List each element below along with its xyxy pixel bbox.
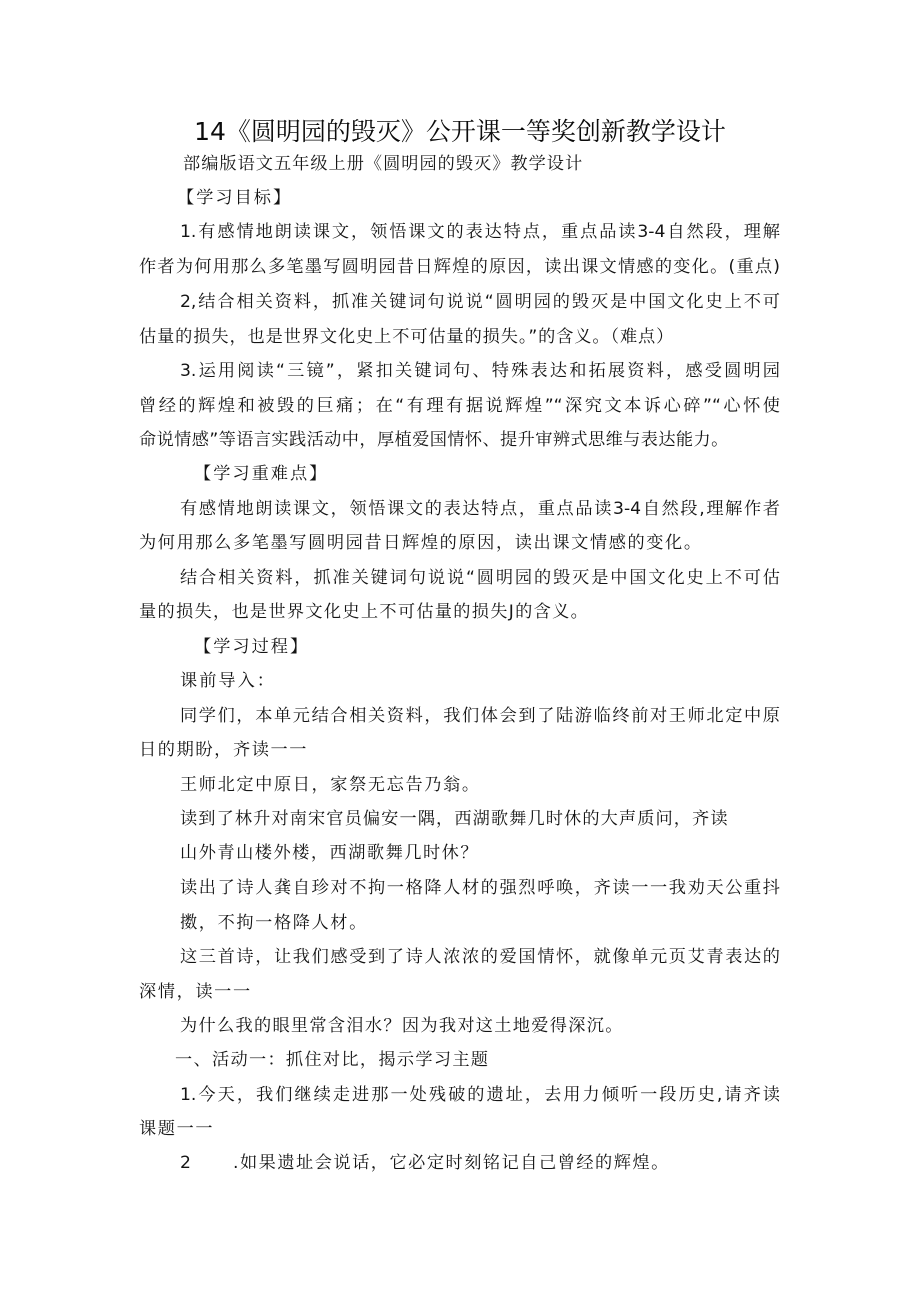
paragraph-line: 命说情感”等语言实践活动中，厚植爱国情怀、提升审辨式思维与表达能力。	[139, 430, 729, 450]
paragraph-line: 日的期盼，齐读一一	[139, 740, 309, 760]
quote-line: 为什么我的眼里常含泪水？因为我对这土地爱得深沉。	[180, 1016, 624, 1036]
paragraph-line: 估量的损失，也是世界文化史上不可估量的损失。”的含义。（难点）	[139, 327, 675, 347]
section-heading: 【学习目标】	[177, 188, 293, 208]
paragraph-line: 读到了林升对南宋官员偏安一隅，西湖歌舞几时休的大声质问，齐读	[180, 809, 729, 829]
paragraph-line: 读出了诗人龚自珍对不拘一格降人材的强烈呼唤，齐读一一我劝天公重抖	[180, 878, 780, 898]
list-number: 2	[180, 1153, 193, 1173]
section-heading: 【学习过程】	[194, 637, 310, 657]
paragraph-line: 擞，不拘一格降人材。	[180, 913, 368, 933]
section-heading: 【学习重难点】	[194, 464, 329, 484]
paragraph-line: 结合相关资料，抓准关键词句说说“圆明园的毁灭是中国文化史上不可估	[180, 568, 780, 588]
paragraph-line: 曾经的辉煌和被毁的巨痛；在“有理有据说辉煌”“深究文本诉心碎”“心怀使	[139, 396, 780, 416]
paragraph-line: 量的损失，也是世界文化史上不可估量的损失J的含义。	[139, 602, 590, 622]
paragraph-line: 3.运用阅读“三镜”，紧扣关键词句、特殊表达和拓展资料，感受圆明园	[180, 361, 780, 381]
paragraph-line: 2,结合相关资料，抓准关键词句说说“圆明园的毁灭是中国文化史上不可	[180, 292, 780, 312]
paragraph-line: 1.有感情地朗读课文，领悟课文的表达特点，重点品读3-4自然段，理解	[180, 222, 780, 242]
paragraph-line: 这三首诗，让我们感受到了诗人浓浓的爱国情怀，就像单元页艾青表达的	[180, 947, 780, 967]
paragraph-line: 为何用那么多笔墨写圆明园昔日辉煌的原因，读出课文情感的变化。	[139, 533, 703, 553]
paragraph-line: 1.今天，我们继续走进那一处残破的遗址，去用力倾听一段历史,请齐读	[180, 1085, 780, 1105]
paragraph-line: 作者为何用那么多笔墨写圆明园昔日辉煌的原因，读出课文情感的变化。(重点)	[139, 257, 780, 277]
paragraph-line: .如果遗址会说话，它必定时刻铭记自己曾经的辉煌。	[233, 1153, 670, 1173]
paragraph-line: 同学们，本单元结合相关资料，我们体会到了陆游临终前对王师北定中原	[180, 706, 780, 726]
activity-heading: 一、活动一：抓住对比，揭示学习主题	[175, 1050, 490, 1070]
paragraph-line: 课题一一	[139, 1119, 215, 1139]
paragraph-line: 有感情地朗读课文，领悟课文的表达特点，重点品读3-4自然段,理解作者	[180, 499, 780, 519]
paragraph-line: 深情，读一一	[139, 982, 252, 1002]
paragraph-line: 课前导入：	[180, 671, 276, 691]
poem-line: 王师北定中原日，家祭无忘告乃翁。	[180, 775, 481, 795]
document-title: 14《圆明园的毁灭》公开课一等奖创新教学设计	[194, 117, 726, 146]
poem-line: 山外青山楼外楼，西湖歌舞几时休？	[180, 843, 480, 863]
subtitle-line: 部编版语文五年级上册《圆明园的毁灭》教学设计	[183, 154, 584, 174]
